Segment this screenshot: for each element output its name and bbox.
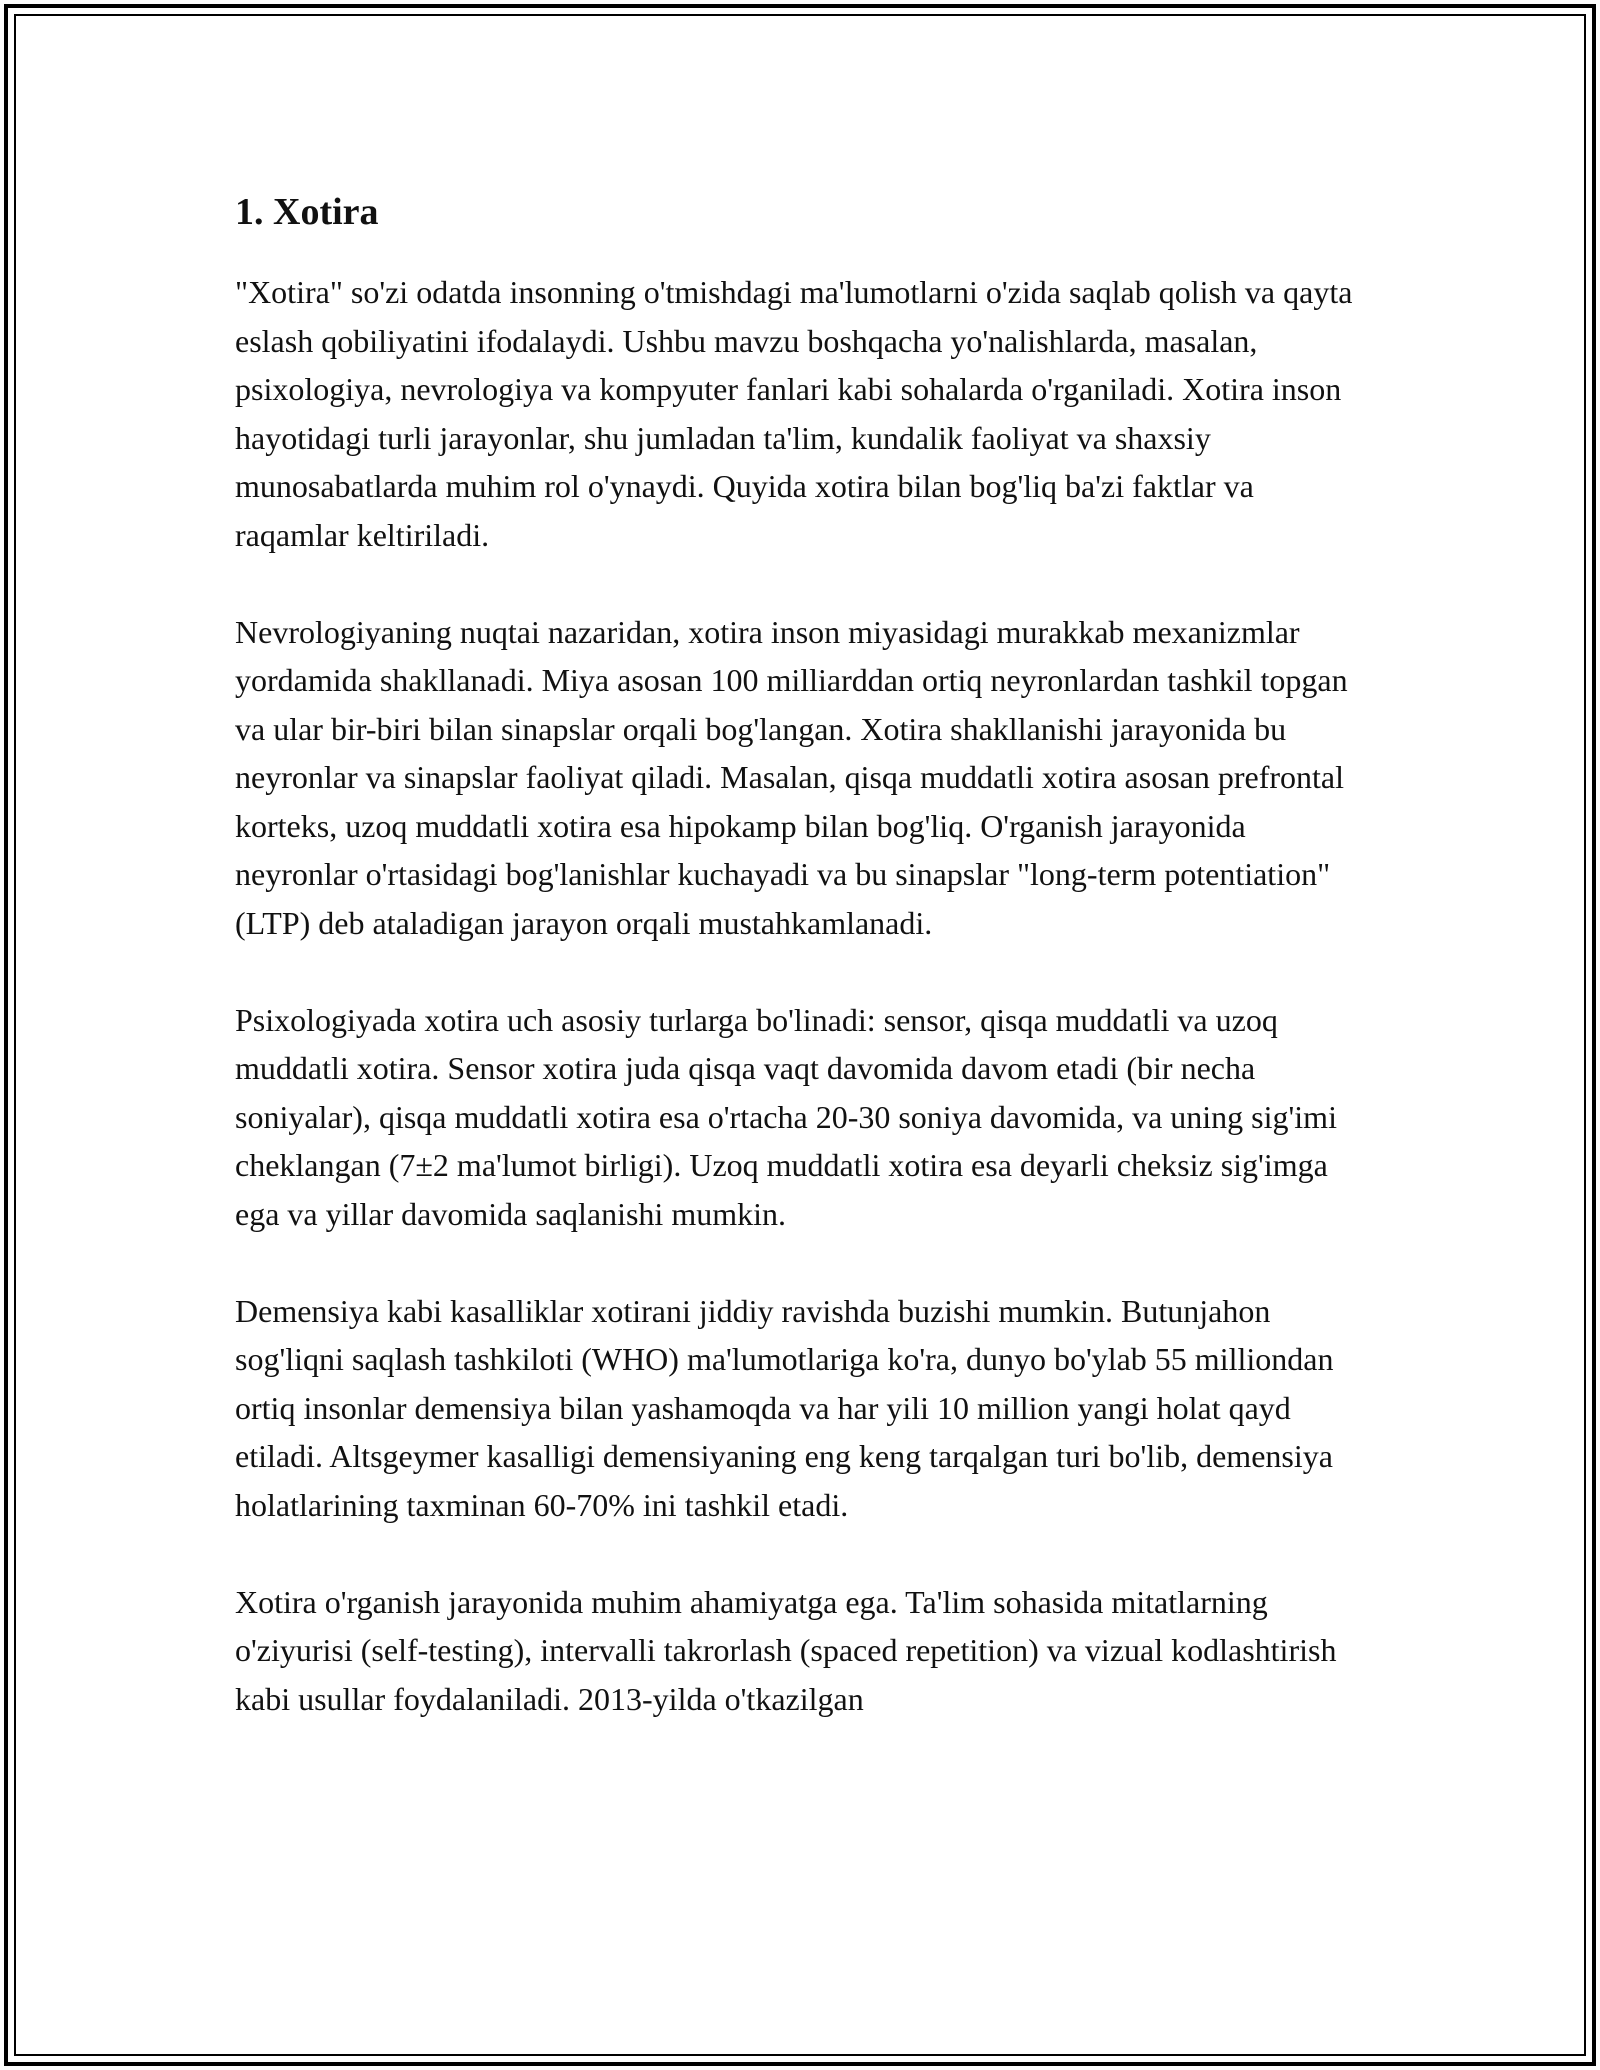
- paragraph-dementia: Demensiya kabi kasalliklar xotirani jiddiy ravishda buzishi mumkin. Butunjahon sog'liqni saqlash tashkiloti (WHO) ma'lumotlariga ko'ra, dunyo bo'ylab 55 milliondan ortiq insonlar demensiya bilan yashamoqda va har yili 10 million yangi holat qayd etiladi. Altsgeymer kasalligi demensiyaning eng keng tarqalgan turi bo'lib, demensiya holatlarining taxminan 60-70% ini tashkil etadi.: [235, 1292, 1334, 1523]
- document-body: [235, 182, 1370, 1772]
- paragraph-neurology: Nevrologiyaning nuqtai nazaridan, xotira inson miyasidagi murakkab mexanizmlar yordamida shakllanadi. Miya asosan 100 milliarddan ortiq neyronlardan tashkil topgan va ular bir-biri bilan sinapslar orqali bog'langan. Xotira shakllanishi jarayonida bu neyronlar va sinapslar faoliyat qiladi. Masalan, qisqa muddatli xotira asosan prefrontal korteks, uzoq muddatli xotira esa hipokamp bilan bog'liq. O'rganish jarayonida neyronlar o'rtasidagi bog'lanishlar kuchayadi va bu sinapslar "long-term potentiation" (LTP) deb ataladigan jarayon orqali mustahkamlanadi.: [235, 613, 1348, 941]
- section-heading: 1. Xotira: [235, 191, 379, 233]
- paragraph-intro: "Xotira" so'zi odatda insonning o'tmishdagi ma'lumotlarni o'zida saqlab qolish va qayta eslash qobiliyatini ifodalaydi. Ushbu mavzu boshqacha yo'nalishlarda, masalan, psixologiya, nevrologiya va kompyuter fanlari kabi sohalarda o'rganiladi. Xotira inson hayotidagi turli jarayonlar, shu jumladan ta'lim, kundalik faoliyat va shaxsiy munosabatlarda muhim rol o'ynaydi. Quyida xotira bilan bog'liq ba'zi faktlar va raqamlar keltiriladi.: [235, 274, 1353, 553]
- paragraph-psychology: Psixologiyada xotira uch asosiy turlarga bo'linadi: sensor, qisqa muddatli va uzoq muddatli xotira. Sensor xotira juda qisqa vaqt davomida davom etadi (bir necha soniyalar), qisqa muddatli xotira esa o'rtacha 20-30 soniya davomida, va uning sig'imi cheklangan (7±2 ma'lumot birligi). Uzoq muddatli xotira esa deyarli cheksiz sig'imga ega va yillar davomida saqlanishi mumkin.: [235, 1001, 1337, 1232]
- paragraph-learning: Xotira o'rganish jarayonida muhim ahamiyatga ega. Ta'lim sohasida mitatlarning o'ziyurisi (self-testing), intervalli takrorlash (spaced repetition) va vizual kodlashtirish kabi usullar foydalaniladi. 2013-yilda o'tkazilgan: [235, 1583, 1337, 1717]
